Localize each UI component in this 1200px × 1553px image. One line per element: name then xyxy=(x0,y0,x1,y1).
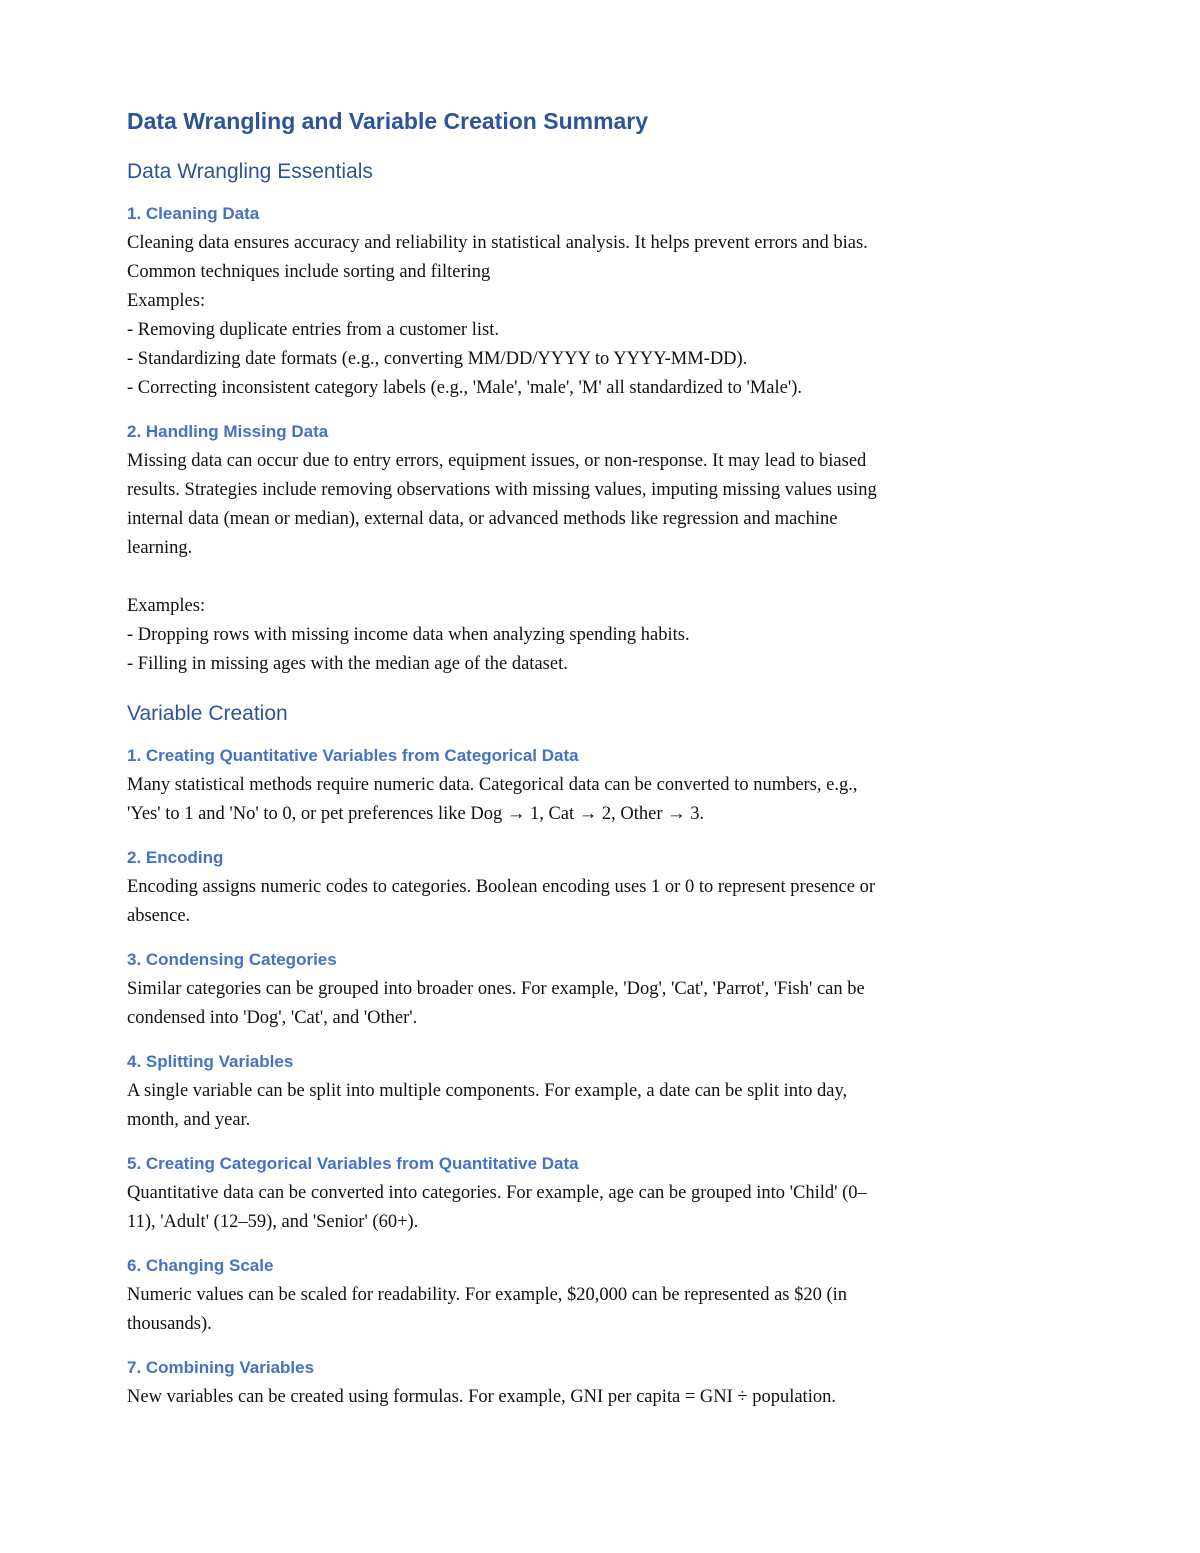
subsection xyxy=(127,1253,1067,1339)
subsection xyxy=(127,947,1067,1033)
body-text-line: Cleaning data ensures accuracy and reliability in statistical analysis. It helps prevent errors and bias. xyxy=(127,233,868,253)
subsection xyxy=(127,1355,1067,1412)
body-text-line: - Filling in missing ages with the median age of the dataset. xyxy=(127,654,568,674)
subsection-heading: 5. Creating Categorical Variables from Quantitative Data xyxy=(127,1154,579,1173)
body-text-line: - Removing duplicate entries from a customer list. xyxy=(127,320,499,340)
subsection xyxy=(127,419,1067,679)
body-text-line: month, and year. xyxy=(127,1110,251,1130)
body-text-line: internal data (mean or median), external data, or advanced methods like regression and machine xyxy=(127,509,838,529)
subsection-heading: 2. Handling Missing Data xyxy=(127,422,329,441)
subsection xyxy=(127,1049,1067,1135)
body-text-line: New variables can be created using formulas. For example, GNI per capita = GNI ÷ population. xyxy=(127,1387,836,1407)
body-text-line: Common techniques include sorting and filtering xyxy=(127,262,491,282)
body-text-line: 11), 'Adult' (12–59), and 'Senior' (60+). xyxy=(127,1212,419,1232)
subsection-heading: 4. Splitting Variables xyxy=(127,1052,294,1071)
section-heading: Data Wrangling Essentials xyxy=(127,160,373,183)
body-text-line: Missing data can occur due to entry errors, equipment issues, or non-response. It may lead to biased xyxy=(127,451,867,471)
body-text-line: Similar categories can be grouped into broader ones. For example, 'Dog', 'Cat', 'Parrot', 'Fish' can be xyxy=(127,979,865,999)
document-title: Data Wrangling and Variable Creation Summary xyxy=(127,108,649,134)
subsection xyxy=(127,201,1067,403)
body-text-line: results. Strategies include removing observations with missing values, imputing missing values using xyxy=(127,480,877,500)
subsection xyxy=(127,1151,1067,1237)
subsection xyxy=(127,845,1067,931)
subsection-heading: 7. Combining Variables xyxy=(127,1358,315,1377)
body-text-line: 'Yes' to 1 and 'No' to 0, or pet preferences like Dog → 1, Cat → 2, Other → 3. xyxy=(127,804,705,824)
body-text-line: - Dropping rows with missing income data when analyzing spending habits. xyxy=(127,625,690,645)
body-text-line: - Standardizing date formats (e.g., converting MM/DD/YYYY to YYYY-MM-DD). xyxy=(127,349,748,369)
blank-line xyxy=(127,563,1067,592)
document-body xyxy=(127,157,1067,1412)
subsection-heading: 6. Changing Scale xyxy=(127,1256,274,1275)
section-heading: Variable Creation xyxy=(127,702,288,725)
body-text-line: Quantitative data can be converted into categories. For example, age can be grouped into 'Child' (0– xyxy=(127,1183,867,1203)
subsection-heading: 1. Creating Quantitative Variables from Categorical Data xyxy=(127,746,579,765)
body-text-line: thousands). xyxy=(127,1314,212,1334)
body-text-line: Numeric values can be scaled for readability. For example, $20,000 can be represented as $20 (in xyxy=(127,1285,848,1305)
body-text-line: condensed into 'Dog', 'Cat', and 'Other'. xyxy=(127,1008,418,1028)
body-text-line: - Correcting inconsistent category labels (e.g., 'Male', 'male', 'M' all standardized to 'Male'). xyxy=(127,378,802,398)
body-text-line: A single variable can be split into multiple components. For example, a date can be split into day, xyxy=(127,1081,848,1101)
body-text-line: Encoding assigns numeric codes to categories. Boolean encoding uses 1 or 0 to represent presence or xyxy=(127,877,875,897)
document-page xyxy=(127,105,1067,1428)
subsection-heading: 1. Cleaning Data xyxy=(127,204,260,223)
body-text-line: absence. xyxy=(127,906,191,926)
body-text-line: Many statistical methods require numeric data. Categorical data can be converted to numbers, e.g., xyxy=(127,775,858,795)
subsection-heading: 3. Condensing Categories xyxy=(127,950,337,969)
subsection-heading: 2. Encoding xyxy=(127,848,224,867)
body-text-line: Examples: xyxy=(127,596,206,616)
body-text-line: learning. xyxy=(127,538,193,558)
body-text-line: Examples: xyxy=(127,291,206,311)
subsection xyxy=(127,743,1067,829)
